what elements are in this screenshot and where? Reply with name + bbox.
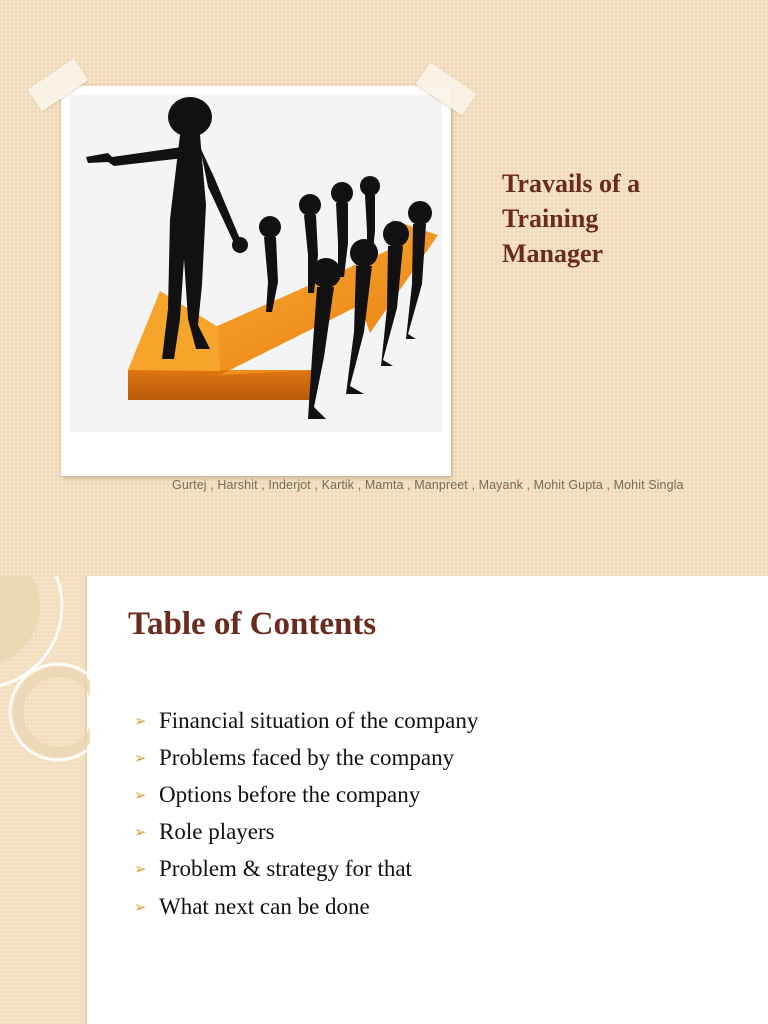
arrow-bullet-icon: ➢ (134, 860, 147, 879)
authors-line: Gurtej , Harshit , Inderjot , Kartik , Mamta , Manpreet , Mayank , Mohit Gupta , Mohit Singla (172, 478, 684, 492)
list-item (134, 814, 478, 851)
contents-slide (0, 576, 768, 1024)
decorative-circles (0, 576, 90, 776)
list-item-text: Role players (159, 819, 275, 845)
list-item-text: Problem & strategy for that (159, 856, 412, 882)
arrow-bullet-icon: ➢ (134, 897, 147, 916)
photo-frame (61, 86, 451, 476)
list-item-text: Problems faced by the company (159, 744, 455, 770)
leader-figure-illustration (70, 95, 442, 432)
slide-title (502, 166, 742, 271)
list-item-text: Financial situation of the company (159, 707, 479, 733)
arrow-bullet-icon: ➢ (134, 785, 147, 804)
list-item (134, 776, 478, 813)
arrow-bullet-icon: ➢ (134, 748, 147, 767)
list-item (134, 888, 478, 925)
title-line: Manager (502, 239, 604, 268)
list-item-text: What next can be done (159, 893, 370, 919)
toc-list (134, 702, 478, 925)
title-line: Travails of a (502, 169, 641, 198)
arrow-bullet-icon: ➢ (134, 711, 147, 730)
list-item-text: Options before the company (159, 781, 421, 807)
title-line: Training (502, 204, 599, 233)
list-item (134, 702, 478, 739)
list-item (134, 739, 478, 776)
arrow-bullet-icon: ➢ (134, 823, 147, 842)
toc-title: Table of Contents (128, 606, 377, 642)
list-item (134, 851, 478, 888)
